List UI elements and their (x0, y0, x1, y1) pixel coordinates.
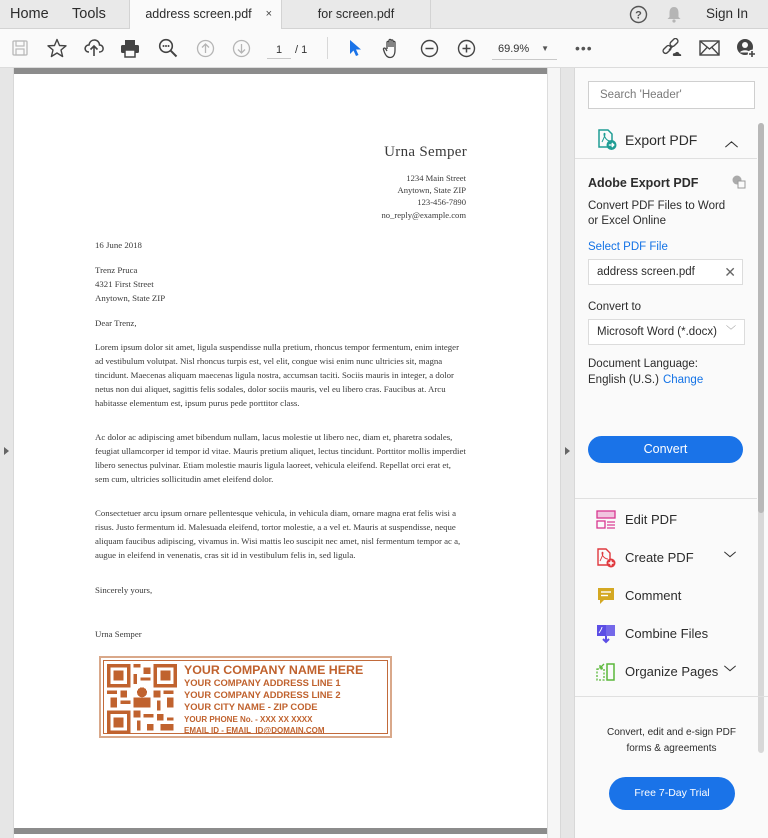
email-icon[interactable] (698, 37, 720, 59)
zoom-level-value: 69.9% (498, 43, 530, 55)
comment-icon (596, 586, 616, 606)
tool-comment[interactable] (575, 578, 757, 614)
document-scrollbar[interactable] (547, 68, 560, 838)
edit-pdf-icon (596, 510, 616, 530)
tool-edit-pdf[interactable] (575, 502, 757, 538)
top-bar (0, 0, 768, 29)
toolbar (0, 29, 768, 68)
export-description: Convert PDF Files to Word or Excel Online (588, 200, 726, 227)
tools-search-input[interactable]: Search 'Header' (588, 81, 755, 109)
paragraph-2: Ac dolor ac adipiscing amet bibendum nullam, lacus molestie ut libero nec, diam et, pharetra sodales, feugiat ullamcorper id tempor id vitae. Mauris pretium aliquet, lectus tincidunt. Porttitor mollis imperdiet libero senectus pulvinar. Etiam molestie mauris ligula laoreet, vehicula eleifend. Repellat orci erat et, sem cum, ultricies sollicitudin amet eleifend dolor. (95, 432, 466, 485)
combine-files-icon (596, 624, 616, 644)
page-bottom-border (14, 828, 547, 834)
tool-label: Create PDF (625, 550, 694, 565)
sender-phone: 123-456-7890 (417, 197, 466, 208)
chevron-down-icon: ﹀ (726, 326, 736, 337)
save-icon[interactable] (9, 37, 31, 59)
paragraph-3: Consectetuer arcu ipsum ornare pellentesque vehicula, in vehicula diam, ornare magna erat felis wisi a risus. Justo fermentum id. Malesuada eleifend, tortor molestie, a a vel et. Mauris at suspendisse, neque aliquam faucibus adipiscing, vivamus in. Wisi mattis leo suscipit nec amet, nisl fermentum tempor ac a, augue in eleifend in venenatis, cras sit id in vestibulum felis in, sed ligula. (95, 508, 461, 561)
zoom-in-icon[interactable] (455, 37, 477, 59)
free-trial-button[interactable]: Free 7-Day Trial (609, 777, 735, 810)
print-icon[interactable] (119, 37, 141, 59)
copy-icon[interactable] (732, 175, 746, 189)
document-page (14, 68, 547, 838)
closing: Sincerely yours, (95, 585, 153, 595)
tab-label: address screen.pdf (145, 7, 252, 21)
stamp-address-2: YOUR COMPANY ADDRESS LINE 2 (184, 689, 341, 701)
divider (575, 498, 757, 499)
tool-create-pdf[interactable] (575, 540, 757, 576)
convert-to-dropdown[interactable] (588, 319, 745, 345)
convert-to-value: Microsoft Word (*.docx) (597, 326, 717, 338)
more-tools-icon[interactable]: ••• (575, 40, 593, 56)
sender-name: Urna Semper (384, 144, 467, 160)
nav-tools[interactable]: Tools (72, 6, 106, 22)
collapse-arrow-icon (565, 447, 570, 455)
recipient-name: Trenz Pruca (95, 265, 138, 275)
stamp-text (184, 663, 363, 736)
qr-code-icon (107, 664, 177, 734)
export-pdf-icon (596, 129, 618, 151)
bookmark-star-icon[interactable] (46, 37, 68, 59)
left-pane-toggle[interactable] (0, 68, 14, 838)
next-page-icon[interactable] (230, 37, 252, 59)
stamp-company-name: YOUR COMPANY NAME HERE (184, 663, 364, 677)
page-number-input[interactable]: 1 (267, 41, 291, 59)
panel-scrollbar-thumb[interactable] (758, 123, 764, 513)
paragraph-1: Lorem ipsum dolor sit amet, ligula suspendisse nulla pretium, rhoncus tempor fermentum, enim integer ad vestibulum volutpat. Nisl rhoncus turpis est, vel elit, congue wisi enim nunc ultricies sit, magna tincidunt. Maecenas aliquam maecenas ligula nostra, accumsan taciti. Sociis mauris in integer, a dolor netus non dui aliquet, sagittis felis sodales, dolor sociis mauris, vel eu libero cras. Faucibus at. Arcu habitasse elementum est, ipsum purus pede porttitor class. (95, 342, 460, 409)
stamp-email: EMAIL ID - EMAIL_ID@DOMAIN.COM (184, 725, 325, 735)
export-pdf-label: Export PDF (625, 132, 698, 148)
tool-organize-pages[interactable] (575, 654, 757, 690)
right-pane-toggle[interactable] (560, 68, 575, 838)
clear-file-icon[interactable]: ✕ (724, 264, 736, 280)
salutation: Dear Trenz, (95, 318, 137, 328)
sign-in-button[interactable]: Sign In (706, 6, 749, 21)
zoom-out-icon[interactable] (418, 37, 440, 59)
recipient-address (95, 263, 165, 305)
hand-tool-icon[interactable] (381, 37, 403, 59)
tab-address-screen[interactable] (129, 0, 281, 30)
recipient-street: 4321 First Street (95, 279, 154, 289)
panel-scrollbar[interactable] (758, 123, 764, 753)
document-language (588, 357, 703, 388)
upload-cloud-icon[interactable] (83, 37, 105, 59)
divider (575, 158, 757, 159)
svg-text:?: ? (635, 9, 642, 22)
expand-arrow-icon (4, 447, 9, 455)
selected-file-field[interactable] (588, 259, 743, 285)
divider (575, 696, 768, 697)
language-label: Document Language: (588, 358, 698, 370)
tab-close-icon[interactable]: × (265, 8, 272, 20)
change-language-link[interactable]: Change (662, 373, 704, 386)
stamp-address-1: YOUR COMPANY ADDRESS LINE 1 (184, 677, 341, 688)
sender-email: no_reply@example.com (381, 209, 466, 220)
organize-pages-icon (596, 662, 616, 682)
sender-street: 1234 Main Street (406, 173, 466, 183)
letter-date: 16 June 2018 (95, 240, 142, 250)
company-stamp (99, 656, 392, 738)
previous-page-icon[interactable] (194, 37, 216, 59)
page-total: / 1 (295, 44, 308, 56)
search-zoom-icon[interactable] (157, 37, 179, 59)
promo-copy: Convert, edit and e-sign PDF forms & agreements (607, 727, 736, 754)
select-cursor-icon[interactable] (344, 37, 366, 59)
create-pdf-icon (596, 548, 616, 568)
chevron-up-icon[interactable]: ︿ (725, 134, 739, 149)
signature: Urna Semper (95, 629, 142, 639)
select-pdf-file-link[interactable]: Select PDF File (588, 241, 668, 253)
convert-to-label: Convert to (588, 301, 642, 313)
convert-button[interactable]: Convert (588, 436, 743, 463)
add-user-icon[interactable] (735, 37, 757, 59)
chevron-down-icon[interactable]: ﹀ (724, 665, 737, 679)
tool-label: Combine Files (625, 626, 709, 641)
tool-label: Organize Pages (625, 664, 719, 679)
language-value: English (U.S.) (588, 373, 659, 386)
chevron-down-icon[interactable]: ﹀ (724, 551, 737, 565)
export-pdf-section-header[interactable] (575, 123, 757, 158)
export-title: Adobe Export PDF (588, 176, 699, 190)
chevron-down-icon: ▼ (541, 44, 549, 53)
tool-label: Edit PDF (625, 512, 678, 527)
tool-combine-files[interactable] (575, 616, 757, 652)
nav-home[interactable]: Home (10, 6, 49, 22)
sender-city: Anytown, State ZIP (397, 185, 466, 196)
tools-pane (575, 68, 768, 838)
promo-text (575, 725, 768, 757)
share-link-icon[interactable] (661, 37, 683, 59)
stamp-city: YOUR CITY NAME - ZIP CODE (184, 701, 318, 713)
recipient-city: Anytown, State ZIP (95, 293, 166, 303)
page-top-border (14, 68, 547, 74)
tab-for-screen[interactable] (281, 0, 431, 29)
sender-address (381, 172, 466, 221)
tab-label: for screen.pdf (317, 7, 395, 21)
selected-file-name: address screen.pdf (597, 266, 695, 278)
zoom-level-dropdown[interactable] (492, 39, 557, 60)
stamp-phone: YOUR PHONE No. - XXX XX XXXX (184, 714, 313, 724)
tool-label: Comment (625, 588, 682, 603)
toolbar-divider (327, 37, 328, 59)
